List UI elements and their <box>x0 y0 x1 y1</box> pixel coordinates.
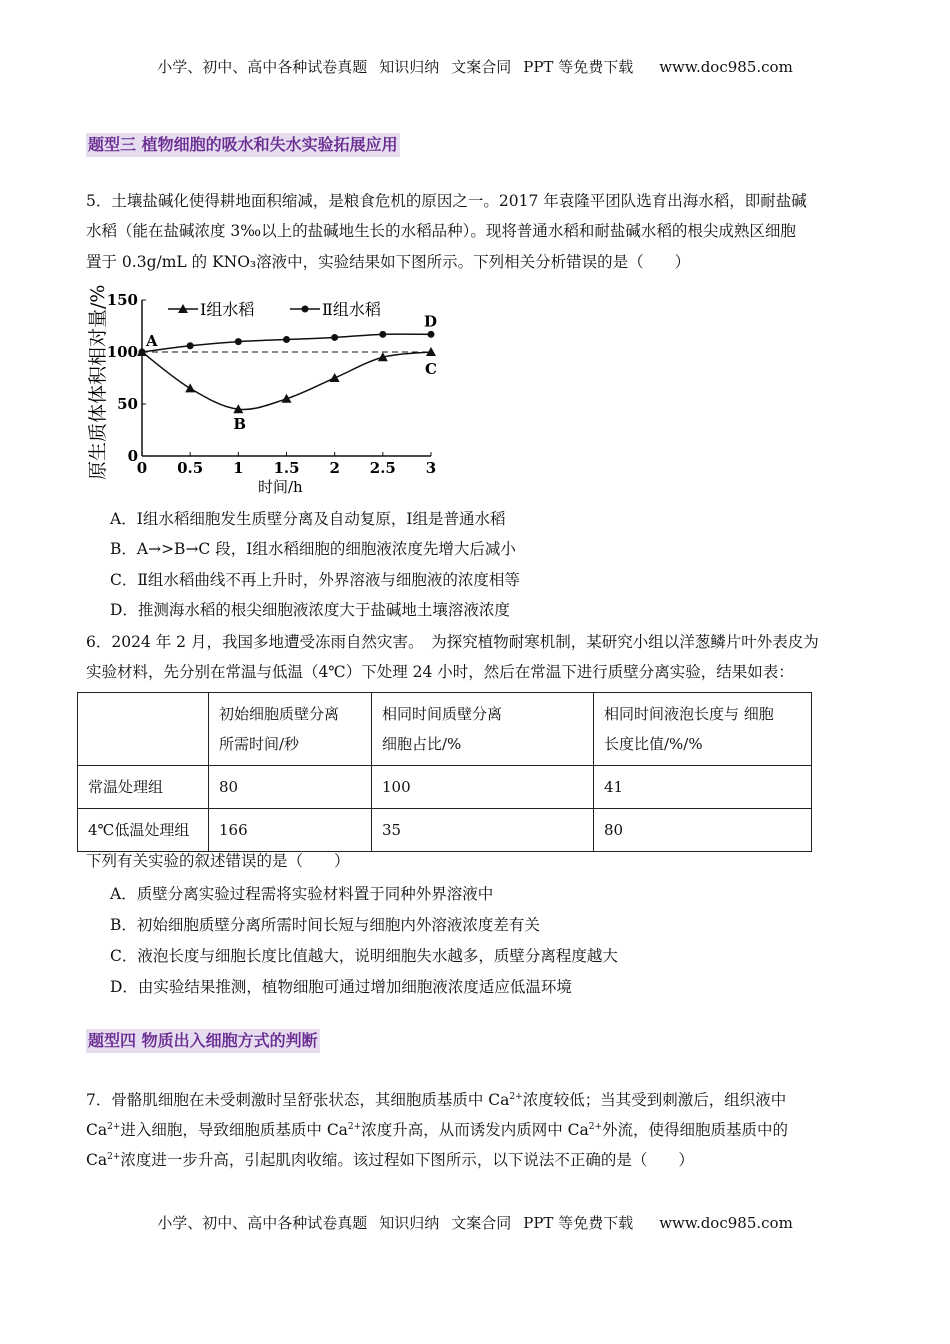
data-point <box>330 373 340 382</box>
table-cell: 常温处理组 <box>78 766 209 809</box>
point-label: D <box>424 312 438 331</box>
option-a: A．质壁分离实验过程需将实验材料置于同种外界溶液中 <box>110 885 494 903</box>
table-cell: 100 <box>372 766 594 809</box>
table-cell: 80 <box>209 766 372 809</box>
page-header <box>0 57 950 77</box>
legend-label: Ⅰ组水稻 <box>200 300 255 319</box>
data-point <box>428 331 435 338</box>
y-tick-label: 150 <box>106 291 138 309</box>
table-cell: 166 <box>209 809 372 852</box>
footer-text: PPT 等免费下载 <box>523 1214 634 1232</box>
data-point <box>235 338 242 345</box>
header-line: 相同时间质壁分离 <box>382 705 503 723</box>
header-text: 知识归纳 <box>379 58 440 76</box>
x-tick-label: 2.5 <box>369 459 396 477</box>
table-header <box>594 693 812 766</box>
superscript: 2+ <box>107 1122 121 1132</box>
y-tick-label: 0 <box>127 447 138 465</box>
superscript: 2+ <box>347 1122 362 1132</box>
legend-label: Ⅱ组水稻 <box>322 300 381 319</box>
section-heading: 题型三 植物细胞的吸水和失水实验拓展应用 <box>86 133 400 157</box>
footer-text: 知识归纳 <box>379 1214 440 1232</box>
point-label: B <box>233 415 247 434</box>
table-header <box>372 693 594 766</box>
question-text: 置于 0.3g/mL 的 KNO₃溶液中，实验结果如下图所示。下列相关分析错误的是（ ） <box>86 253 691 271</box>
text: 浓度升高，从而诱发内质网中 Ca <box>361 1121 589 1140</box>
text: 浓度较低；当其受到刺激后，组织液中 <box>522 1091 787 1110</box>
page-footer <box>0 1213 950 1233</box>
data-point <box>283 336 290 343</box>
footer-link[interactable]: www.doc985.com <box>659 1214 793 1232</box>
x-tick-label: 1 <box>233 459 244 477</box>
results-table <box>77 692 812 852</box>
y-tick-label: 100 <box>106 343 138 361</box>
data-point <box>331 334 338 341</box>
question-text: 6．2024 年 2 月，我国多地遭受冻雨自然灾害。 为探究植物耐寒机制，某研究小组以洋葱鳞片叶外表皮为 <box>86 633 819 651</box>
header-line: 长度比值/%/% <box>604 735 703 753</box>
section-heading: 题型四 物质出入细胞方式的判断 <box>86 1029 320 1053</box>
y-tick-label: 50 <box>117 395 138 413</box>
text: Ca <box>86 1151 108 1170</box>
footer-text: 文案合同 <box>451 1214 512 1232</box>
header-line: 细胞占比/% <box>382 735 462 753</box>
table-header <box>78 693 209 766</box>
header-line: 初始细胞质壁分离 <box>219 705 340 723</box>
header-text: 小学、初中、高中各种试卷真题 <box>157 58 368 76</box>
option-d: D．推测海水稻的根尖细胞液浓度大于盐碱地土壤溶液浓度 <box>110 601 510 619</box>
table-row <box>78 809 812 852</box>
option-a: A．Ⅰ组水稻细胞发生质壁分离及自动复原，Ⅰ组是普通水稻 <box>110 510 506 528</box>
text: 进入细胞，导致细胞质基质中 Ca <box>120 1121 348 1140</box>
x-axis-label: 时间/h <box>258 478 303 496</box>
point-label: A <box>146 332 158 350</box>
question-text: 5．土壤盐碱化使得耕地面积缩减，是粮食危机的原因之一。2017 年袁隆平团队选育出海水稻，即耐盐碱 <box>86 192 807 210</box>
option-c: C．Ⅱ组水稻曲线不再上升时，外界溶液与细胞液的浓度相等 <box>110 571 520 589</box>
x-tick-label: 3 <box>425 459 437 477</box>
option-c: C．液泡长度与细胞长度比值越大，说明细胞失水越多，质壁分离程度越大 <box>110 947 618 965</box>
text: 7．骨骼肌细胞在未受刺激时呈舒张状态，其细胞质基质中 Ca <box>86 1091 510 1110</box>
superscript: 2+ <box>107 1152 121 1162</box>
question-text <box>86 1117 788 1140</box>
table-cell: 80 <box>594 809 812 852</box>
data-point <box>139 349 146 356</box>
question-stem: 下列有关实验的叙述错误的是（ ） <box>86 852 350 870</box>
footer-text: 小学、初中、高中各种试卷真题 <box>157 1214 368 1232</box>
table-cell: 35 <box>372 809 594 852</box>
option-b: B．初始细胞质壁分离所需时间长短与细胞内外溶液浓度差有关 <box>110 916 540 934</box>
data-point <box>185 383 195 392</box>
text: 外流，使得细胞质基质中的 <box>602 1121 789 1140</box>
question-text: 实验材料，先分别在常温与低温（4℃）下处理 24 小时，然后在常温下进行质壁分离实验，结果如表： <box>86 663 794 681</box>
x-tick-label: 1.5 <box>273 459 300 477</box>
x-tick-label: 0 <box>136 459 148 477</box>
header-line: 所需时间/秒 <box>219 735 300 753</box>
table-header-row <box>78 693 812 766</box>
line-chart <box>80 280 450 500</box>
superscript: 2+ <box>588 1122 603 1132</box>
header-link[interactable]: www.doc985.com <box>659 58 793 76</box>
point-label: C <box>425 360 437 378</box>
header-text: PPT 等免费下载 <box>523 58 634 76</box>
data-point <box>187 342 194 349</box>
text: Ca <box>86 1121 108 1140</box>
question-text <box>86 1087 786 1110</box>
header-line: 相同时间液泡长度与 细胞 <box>604 705 774 723</box>
legend-marker <box>302 306 309 313</box>
option-d: D．由实验结果推测，植物细胞可通过增加细胞液浓度适应低温环境 <box>110 978 572 996</box>
table-row <box>78 766 812 809</box>
header-text: 文案合同 <box>451 58 512 76</box>
data-point <box>379 331 386 338</box>
table-header <box>209 693 372 766</box>
x-tick-label: 2 <box>329 459 340 477</box>
option-b: B．A→>B→C 段，Ⅰ组水稻细胞的细胞液浓度先增大后减小 <box>110 540 516 558</box>
y-axis-label: 原生质体体积相对量/% <box>87 284 109 480</box>
table-cell: 41 <box>594 766 812 809</box>
x-tick-label: 0.5 <box>177 459 204 477</box>
superscript: 2+ <box>509 1092 523 1102</box>
text: 浓度进一步升高，引起肌肉收缩。该过程如下图所示，以下说法不正确的是（ ） <box>120 1151 694 1170</box>
question-text: 水稻（能在盐碱浓度 3‰以上的盐碱地生长的水稻品种）。现将普通水稻和耐盐碱水稻的根尖成熟区细胞 <box>86 222 796 240</box>
question-text <box>86 1147 694 1170</box>
table-cell: 4℃低温处理组 <box>78 809 209 852</box>
